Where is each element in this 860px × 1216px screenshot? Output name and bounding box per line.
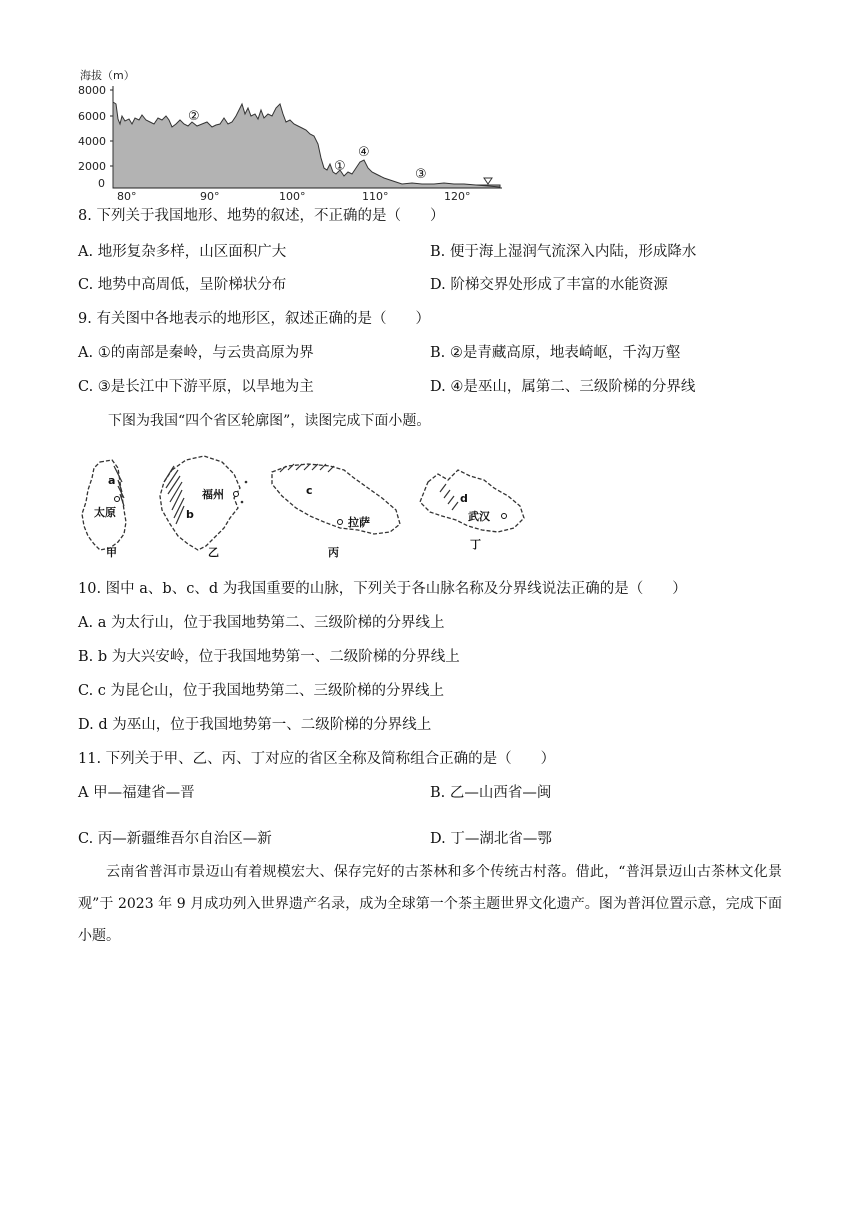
city-dot-lasa [338,520,343,525]
question-11-option-d[interactable]: D. 丁—湖北省—鄂 [430,831,552,847]
question-10-option-c[interactable]: C. c 为昆仑山，位于我国地势第二、三级阶梯的分界线上 [78,683,445,699]
city-label-taiyuan: 太原 [94,506,116,519]
marker-2: ② [188,109,200,124]
city-label-wuhan: 武汉 [468,510,490,523]
province-label-yi: 乙 [208,546,219,559]
question-11-stem: 11. 下列关于甲、乙、丙、丁对应的省区全称及简称组合正确的是（ ） [78,751,556,767]
question-9-option-a[interactable]: A. ①的南部是秦岭，与云贵高原为界 [78,345,314,361]
x-tick-80: 80° [117,190,137,203]
city-label-fuzhou: 福州 [202,488,224,501]
city-dot-wuhan [502,514,507,519]
island-dot [245,481,248,484]
marker-3: ③ [415,167,427,182]
question-9-stem: 9. 有关图中各地表示的地形区，叙述正确的是（ ） [78,311,430,327]
map-ding [420,470,524,551]
y-tick-6000: 6000 [78,110,106,123]
question-10-option-d[interactable]: D. d 为巫山，位于我国地势第一、二级阶梯的分界线上 [78,717,432,733]
terrain-profile-area [113,102,500,188]
mountain-letter-b: b [186,508,194,521]
y-tick-8000: 8000 [78,84,106,97]
province-outlines-figure [74,452,544,564]
province-label-jia: 甲 [106,546,117,559]
question-11-option-c[interactable]: C. 丙—新疆维吾尔自治区—新 [78,831,272,847]
province-label-bing: 丙 [328,546,339,559]
province-label-ding: 丁 [470,538,481,551]
province-outlines-svg [74,452,544,564]
intro-pu-er-paragraph: 云南省普洱市景迈山有着规模宏大、保存完好的古茶林和多个传统古村落。借此，“普洱景迈山古茶林文化景观”于 2023 年 9 月成功列入世界遗产名录，成为全球第一个茶主题世界文化遗产。图为普洱位置示意，完成下面小题。 [78,864,782,944]
question-8-stem: 8. 下列关于我国地形、地势的叙述，不正确的是（ ） [78,208,445,224]
intro-four-provinces: 下图为我国“四个省区轮廓图”，读图完成下面小题。 [108,413,431,429]
map-jia [82,460,126,559]
mountain-letter-d: d [460,492,468,505]
sea-triangle-icon [484,178,492,184]
city-label-lasa: 拉萨 [348,516,370,529]
island-dot [241,501,244,504]
question-9-option-d[interactable]: D. ④是巫山，属第二、三级阶梯的分界线 [430,379,696,395]
city-dot-taiyuan [115,497,120,502]
city-dot-fuzhou [234,492,239,497]
y-axis-title: 海拔（m） [80,69,135,82]
map-bing [272,464,400,559]
marker-1: ① [334,159,346,174]
question-8-option-a[interactable]: A. 地形复杂多样，山区面积广大 [78,244,287,260]
x-tick-120: 120° [444,190,471,203]
map-yi [160,456,247,559]
y-tick-4000: 4000 [78,135,106,148]
elevation-profile-chart [72,64,512,204]
mountain-letter-c: c [306,484,313,497]
y-tick-0: 0 [98,177,105,190]
mountain-letter-a: a [108,474,116,487]
y-tick-2000: 2000 [78,160,106,173]
elevation-profile-figure [72,64,512,204]
marker-4: ④ [358,145,370,160]
question-10-stem: 10. 图中 a、b、c、d 为我国重要的山脉，下列关于各山脉名称及分界线说法正确的是（ ） [78,581,687,597]
x-tick-100: 100° [279,190,306,203]
question-8-option-b[interactable]: B. 便于海上湿润气流深入内陆，形成降水 [430,244,697,260]
question-10-option-b[interactable]: B. b 为大兴安岭，位于我国地势第一、二级阶梯的分界线上 [78,649,460,665]
question-11-option-b[interactable]: B. 乙—山西省—闽 [430,785,552,801]
question-9-option-c[interactable]: C. ③是长江中下游平原，以旱地为主 [78,379,314,395]
question-10-option-a[interactable]: A. a 为太行山，位于我国地势第二、三级阶梯的分界线上 [78,615,445,631]
x-tick-90: 90° [200,190,220,203]
question-8-option-c[interactable]: C. 地势中高周低，呈阶梯状分布 [78,277,287,293]
question-9-option-b[interactable]: B. ②是青藏高原，地表崎岖，千沟万壑 [430,345,681,361]
x-tick-110: 110° [362,190,389,203]
question-8-option-d[interactable]: D. 阶梯交界处形成了丰富的水能资源 [430,277,668,293]
question-11-option-a[interactable]: A 甲—福建省—晋 [78,785,195,801]
